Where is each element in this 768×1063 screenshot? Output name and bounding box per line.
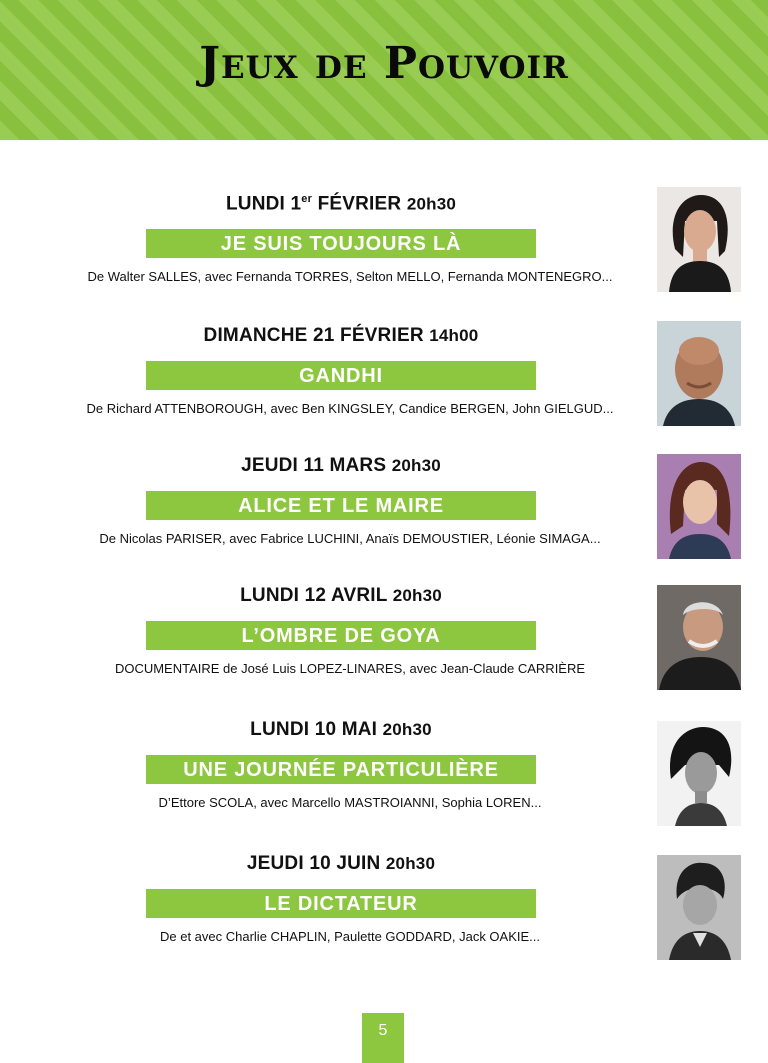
event-photo <box>657 855 741 960</box>
portrait-icon <box>657 585 741 690</box>
portrait-icon <box>657 187 741 292</box>
event-date: DIMANCHE 21 FÉVRIER 14h00 <box>203 325 479 346</box>
event-title-bar <box>146 621 536 650</box>
portrait-icon <box>657 721 741 826</box>
event-date: JEUDI 10 JUIN 20h30 <box>246 853 436 874</box>
event-credits: D’Ettore SCOLA, avec Marcello MASTROIANNI, Sophia LOREN... <box>158 795 542 810</box>
event-time: 20h30 <box>406 194 457 214</box>
event-title-bar <box>146 755 536 784</box>
event-title-bar <box>146 229 536 258</box>
event-title-bar <box>146 491 536 520</box>
event-time: 20h30 <box>392 586 442 605</box>
event-credits: De Walter SALLES, avec Fernanda TORRES, Selton MELLO, Fernanda MONTENEGRO... <box>87 269 613 284</box>
event-title: L’OMBRE DE GOYA <box>241 625 441 647</box>
date-ordinal: er <box>301 193 313 205</box>
event-date: LUNDI 1er FÉVRIER 20h30 <box>225 193 457 215</box>
portrait-icon <box>657 855 741 960</box>
event-title-bar <box>146 889 536 918</box>
event-time: 20h30 <box>385 854 436 873</box>
event-credits: De et avec Charlie CHAPLIN, Paulette GODDARD, Jack OAKIE... <box>159 929 541 944</box>
event-title: LE DICTATEUR <box>264 893 418 915</box>
event-title: ALICE ET LE MAIRE <box>238 495 444 517</box>
event-item <box>0 719 768 839</box>
event-item <box>0 853 768 973</box>
event-title-bar <box>146 361 536 390</box>
event-date: LUNDI 10 MAI 20h30 <box>250 719 432 740</box>
event-item <box>0 585 768 705</box>
event-photo <box>657 454 741 559</box>
event-time: 20h30 <box>382 720 432 739</box>
event-credits: De Nicolas PARISER, avec Fabrice LUCHINI, Anaïs DEMOUSTIER, Léonie SIMAGA... <box>99 531 601 546</box>
event-item <box>0 325 768 445</box>
portrait-icon <box>657 321 741 426</box>
header-banner <box>0 0 768 140</box>
event-photo <box>657 585 741 690</box>
event-title: UNE JOURNÉE PARTICULIÈRE <box>183 759 499 781</box>
event-photo <box>657 187 741 292</box>
portrait-icon <box>657 454 741 559</box>
event-title: GANDHI <box>299 365 383 387</box>
page-number: 5 <box>378 1022 388 1039</box>
event-credits: De Richard ATTENBOROUGH, avec Ben KINGSLEY, Candice BERGEN, John GIELGUD... <box>86 401 614 416</box>
event-date: JEUDI 11 MARS 20h30 <box>241 455 441 476</box>
event-credits: DOCUMENTAIRE de José Luis LOPEZ-LINARES, avec Jean-Claude CARRIÈRE <box>114 661 586 676</box>
event-photo <box>657 721 741 826</box>
event-time: 14h00 <box>429 326 479 345</box>
page-title: Jeux de Pouvoir <box>199 38 569 89</box>
event-date: LUNDI 12 AVRIL 20h30 <box>240 585 442 606</box>
event-item <box>0 193 768 313</box>
event-time: 20h30 <box>391 456 441 475</box>
event-title: JE SUIS TOUJOURS LÀ <box>220 233 462 255</box>
event-item <box>0 455 768 575</box>
page-number-box <box>362 1013 404 1063</box>
event-photo <box>657 321 741 426</box>
